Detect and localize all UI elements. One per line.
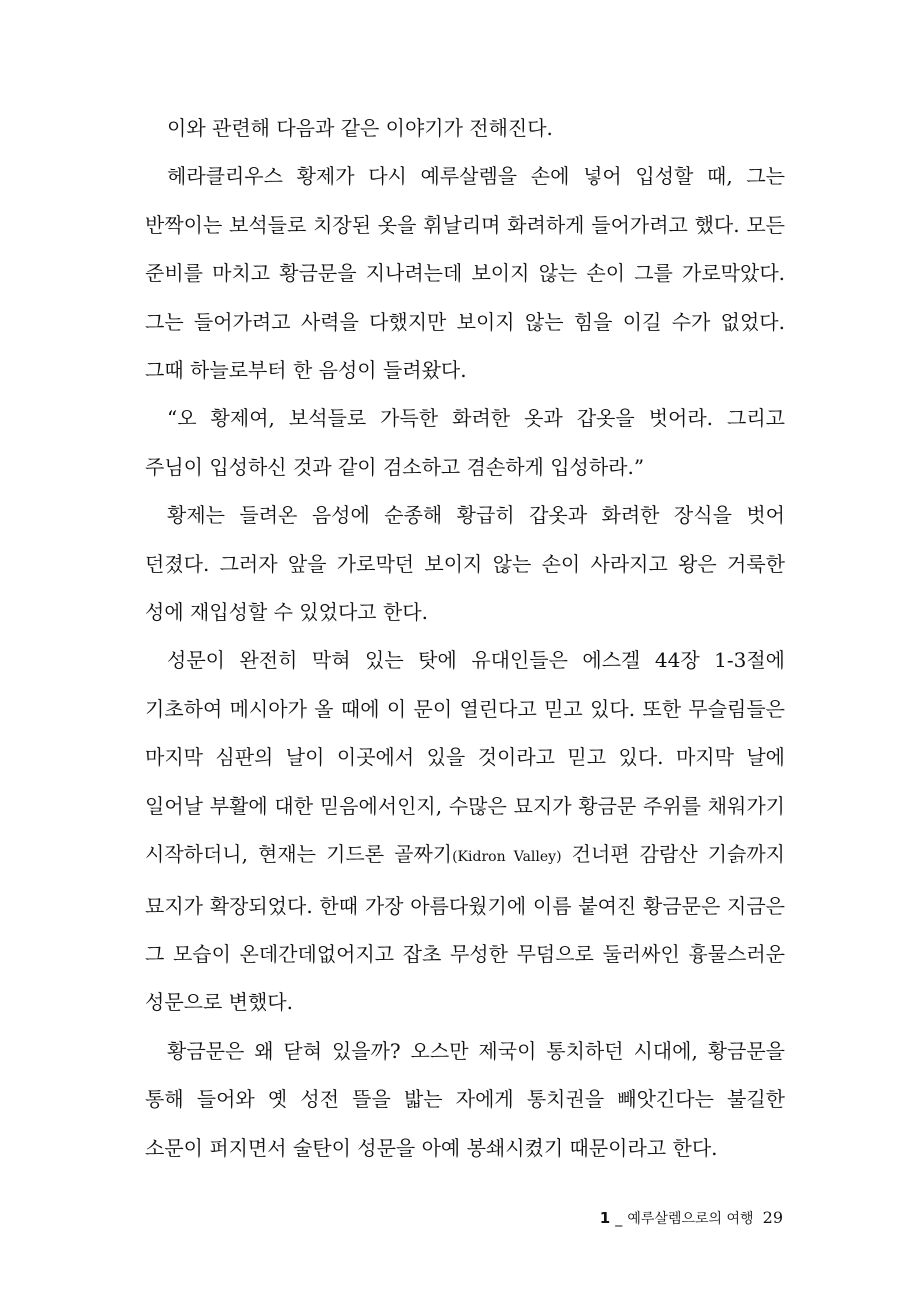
chapter-title: 예루살렘으로의 여행	[627, 1211, 754, 1227]
kidron-valley-note: (Kidron Valley)	[452, 849, 562, 866]
paragraph-intro: 이와 관련해 다음과 같은 이야기가 전해진다.	[167, 116, 553, 140]
page-footer	[600, 1208, 783, 1229]
paragraph-heraclius: 헤라클리우스 황제가 다시 예루살렘을 손에 넣어 입성할 때, 그는 반짝이는 보석들로 치장된 옷을 휘날리며 화려하게 들어가려고 했다. 모든 준비를 마치고 황금문을 지나려는데 보이지 않는 손이 그를 가로막았다. 그는 들어가려고 사력을 다했지만 보이지 않는 힘을 이길 수가 없었다. 그때 하늘로부터 한 음성이 들려왔다.	[145, 164, 785, 383]
paragraph-sealed-gate-text-1: 성문이 완전히 막혀 있는 탓에 유대인들은 에스겔 44장 1-3절에 기초하여 메시아가 올 때에 이 문이 열린다고 믿고 있다. 또한 무슬림들은 마지막 심판의 날이 이곳에서 있을 것이라고 믿고 있다. 마지막 날에 일어날 부활에 대한 믿음에서인지, 수많은 묘지가 황금문 주위를 채워가기 시작하더니, 현재는 기드론 골짜기	[145, 648, 785, 867]
body-text	[145, 104, 785, 1172]
paragraph-sealed-gate-text-2: 건너편 감람산 기슭까지 묘지가 확장되었다. 한때 가장 아름다웠기에 이름 붙여진 황금문은 지금은 그 모습이 온데간데없어지고 잡초 무성한 무덤으로 둘러싸인 흉물스러운 성문으로 변했다.	[145, 842, 786, 1015]
paragraph-emperor-obeys: 황제는 들려온 음성에 순종해 황급히 갑옷과 화려한 장식을 벗어 던졌다. 그러자 앞을 가로막던 보이지 않는 손이 사라지고 왕은 거룩한 성에 재입성할 수 있었다고 한다.	[145, 503, 785, 625]
paragraph-voice-quote: “오 황제여, 보석들로 가득한 화려한 옷과 갑옷을 벗어라. 그리고 주님이 입성하신 것과 같이 검소하고 겸손하게 입성하라.”	[145, 406, 785, 479]
page-number: 29	[762, 1208, 783, 1227]
paragraph-sealed-gate	[145, 636, 785, 1026]
paragraph-why-closed: 황금문은 왜 닫혀 있을까? 오스만 제국이 통치하던 시대에, 황금문을 통해 들어와 옛 성전 뜰을 밟는 자에게 통치권을 빼앗긴다는 불길한 소문이 퍼지면서 술탄이 성문을 아예 봉쇄시켰기 때문이라고 한다.	[145, 1038, 785, 1160]
chapter-separator: _	[615, 1211, 623, 1227]
chapter-number: 1	[599, 1209, 611, 1227]
